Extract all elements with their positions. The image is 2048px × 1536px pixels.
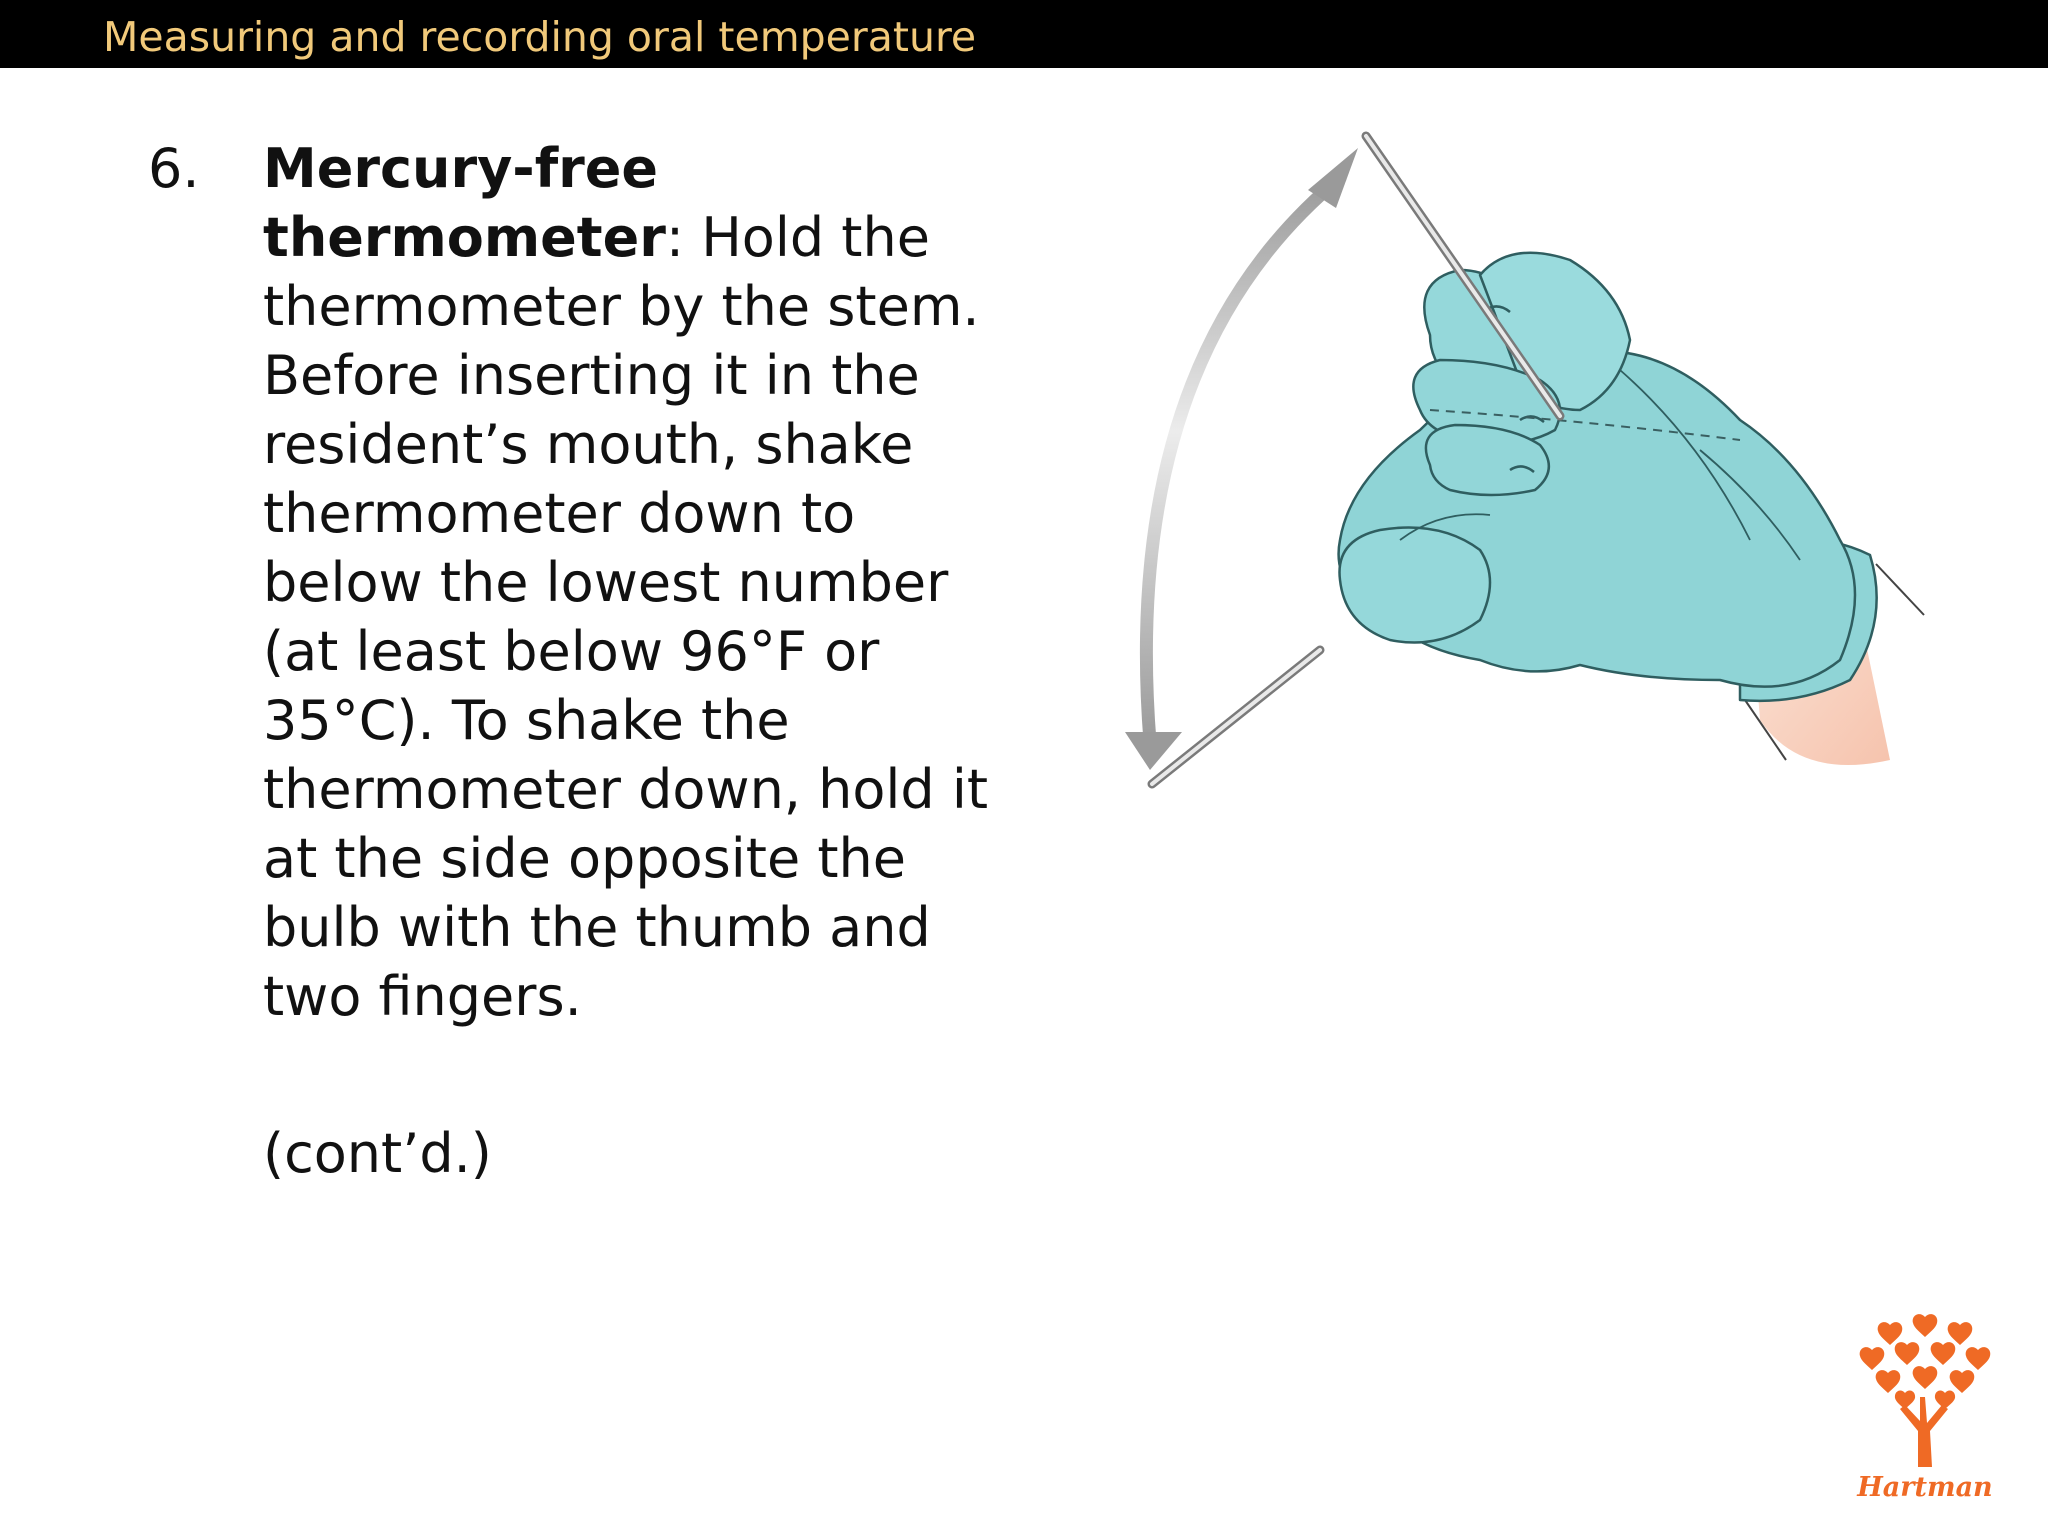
step-body <box>263 134 1003 1031</box>
motion-arrow-icon <box>1125 148 1358 770</box>
logo-text: Hartman <box>1857 1472 1993 1503</box>
gloved-hand-shaking-thermometer-illustration <box>1100 120 1940 810</box>
slide-title: Measuring and recording oral temperature <box>103 13 977 61</box>
continued-label: (cont’d.) <box>263 1122 492 1185</box>
gloved-hand <box>1339 253 1877 701</box>
title-bar <box>0 0 2048 68</box>
step-term: Mercury-free thermometer <box>263 137 666 269</box>
step-text: : Hold the thermometer by the stem. Before inserting it in the resident’s mouth, shake thermometer down to below the lowest number (at least below 96°F or 35°C). To shake the thermometer down, hold it at the side opposite the bulb with the thumb and two fingers. <box>263 206 989 1028</box>
step-number: 6. <box>148 137 200 200</box>
